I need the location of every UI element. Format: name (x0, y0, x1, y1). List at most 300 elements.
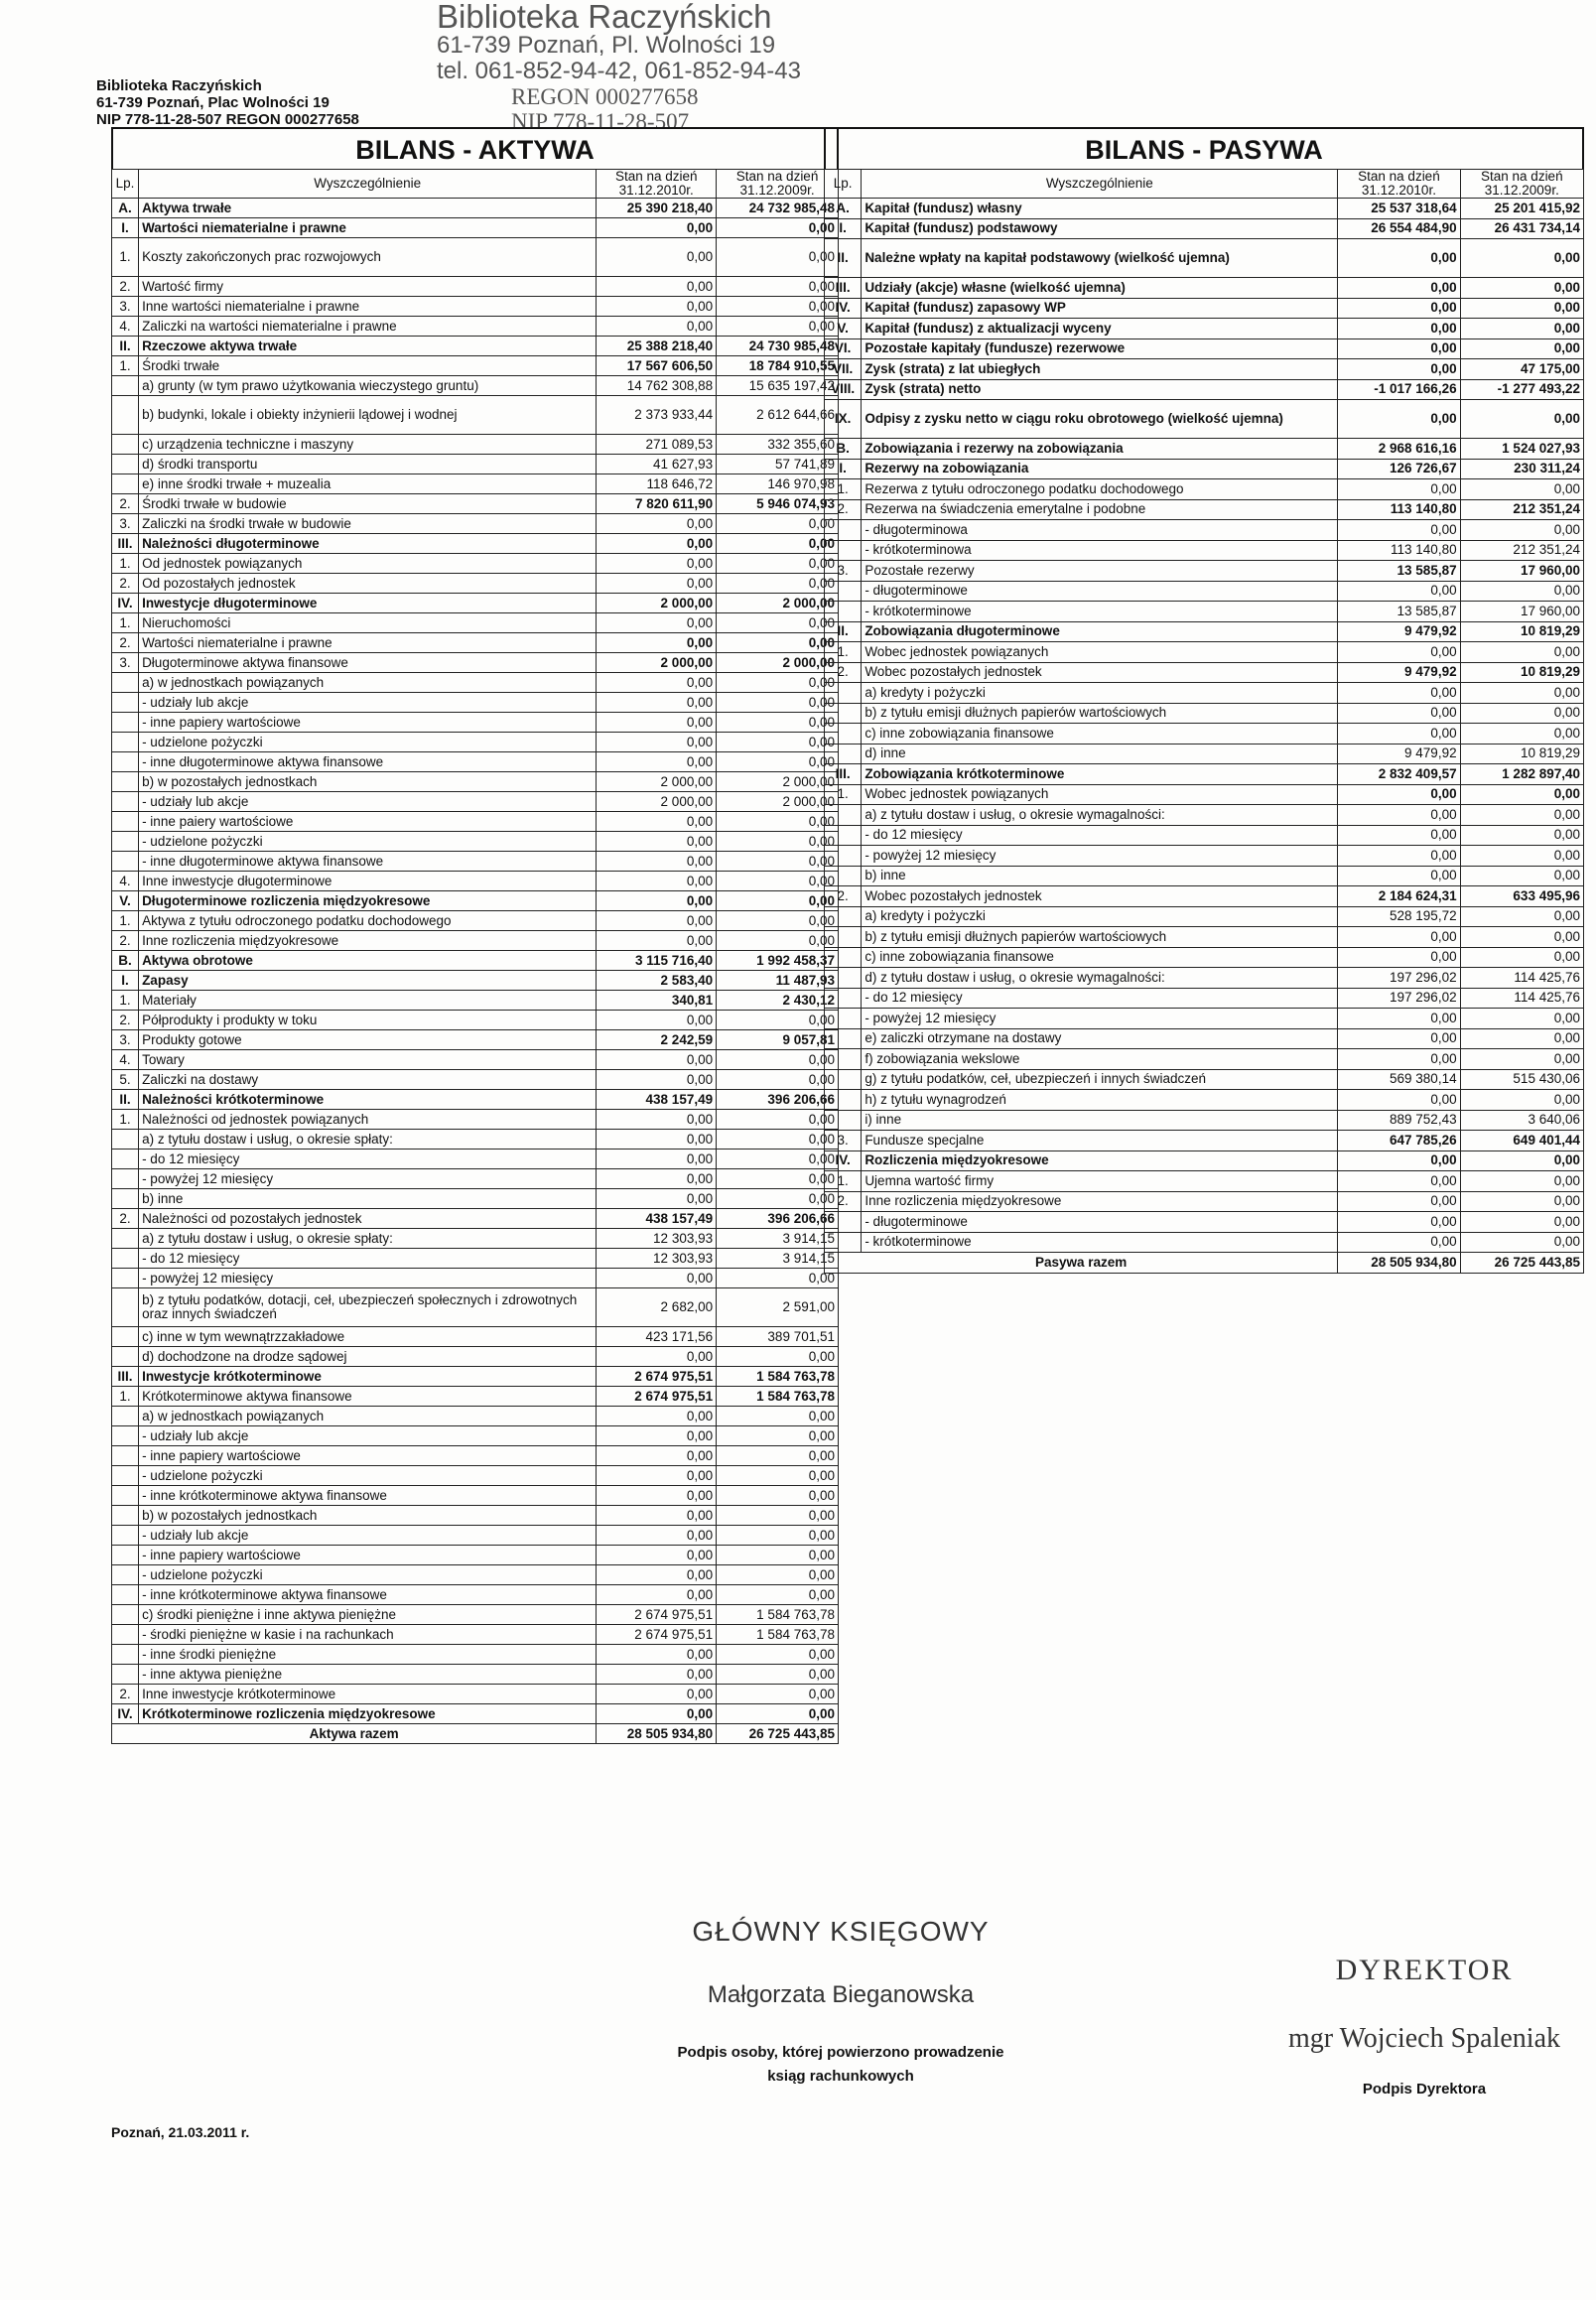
row-name: Środki trwałe (139, 356, 597, 376)
row-value-2010: 0,00 (597, 1506, 717, 1526)
row-name: b) z tytułu podatków, dotacji, ceł, ubezpieczeń społecznych i zdrowotnych oraz innych świadczeń (139, 1288, 597, 1327)
row-name: Kapitał (fundusz) zapasowy WP (862, 298, 1338, 319)
table-row (825, 602, 1584, 622)
table-row (112, 317, 839, 337)
row-value-2009: 2 000,00 (717, 792, 839, 812)
row-lp: 3. (112, 653, 139, 673)
row-value-2010: 113 140,80 (1338, 540, 1460, 561)
row-value-2009: 389 701,51 (717, 1327, 839, 1347)
row-value-2010: 2 000,00 (597, 772, 717, 792)
row-lp: 1. (112, 911, 139, 931)
table-row (825, 479, 1584, 500)
row-name: h) z tytułu wynagrodzeń (862, 1090, 1338, 1111)
accountant-label: Podpis osoby, której powierzono prowadzenie ksiąg rachunkowych (677, 2044, 1004, 2085)
row-value-2010: 0,00 (597, 891, 717, 911)
row-value-2009: 114 425,76 (1460, 988, 1583, 1009)
table-row (825, 927, 1584, 948)
row-lp: I. (825, 459, 862, 479)
row-value-2010: 0,00 (1338, 846, 1460, 867)
row-name: Inne inwestycje długoterminowe (139, 872, 597, 891)
row-value-2010: 0,00 (1338, 298, 1460, 319)
row-name: b) z tytułu emisji dłużnych papierów wartościowych (862, 703, 1338, 724)
row-value-2010: 2 832 409,57 (1338, 764, 1460, 785)
row-value-2010: 647 785,26 (1338, 1131, 1460, 1151)
row-value-2009: 1 584 763,78 (717, 1387, 839, 1407)
row-value-2009: 0,00 (717, 1526, 839, 1546)
row-lp: 3. (112, 297, 139, 317)
row-value-2009: 332 355,60 (717, 435, 839, 455)
row-lp (112, 455, 139, 474)
row-name: Należności długoterminowe (139, 534, 597, 554)
row-name: Rezerwa na świadczenia emerytalne i podobne (862, 499, 1338, 520)
row-value-2009: 0,00 (1460, 825, 1583, 846)
row-value-2010: 0,00 (597, 852, 717, 872)
row-name: Inne rozliczenia międzyokresowe (139, 931, 597, 951)
row-value-2009: 212 351,24 (1460, 540, 1583, 561)
row-name: - do 12 miesięcy (139, 1150, 597, 1169)
row-lp (825, 1090, 862, 1111)
row-value-2009: 0,00 (1460, 846, 1583, 867)
row-value-2010: 0,00 (597, 931, 717, 951)
row-value-2010: -1 017 166,26 (1338, 379, 1460, 400)
row-lp: II. (825, 239, 862, 278)
row-name: d) dochodzone na drodze sądowej (139, 1347, 597, 1367)
row-value-2010: 0,00 (1338, 359, 1460, 380)
row-value-2010: 0,00 (1338, 825, 1460, 846)
row-value-2009: 24 732 985,48 (717, 199, 839, 218)
director-signature-block (1261, 1954, 1588, 2097)
row-value-2009: 0,00 (717, 277, 839, 297)
row-value-2010: 2 000,00 (597, 594, 717, 613)
table-row (112, 356, 839, 376)
row-lp (112, 1625, 139, 1645)
row-lp (112, 772, 139, 792)
row-value-2010: 9 479,92 (1338, 744, 1460, 764)
row-value-2010: 0,00 (597, 238, 717, 277)
table-row (112, 514, 839, 534)
row-value-2010: 26 554 484,90 (1338, 218, 1460, 239)
row-value-2010: 0,00 (597, 1466, 717, 1486)
table-row (825, 968, 1584, 989)
row-value-2010: 0,00 (1338, 1009, 1460, 1029)
row-name: Należne wpłaty na kapitał podstawowy (wielkość ujemna) (862, 239, 1338, 278)
row-value-2009: 0,00 (717, 693, 839, 713)
table-row (112, 713, 839, 733)
row-value-2009: -1 277 493,22 (1460, 379, 1583, 400)
row-lp: 2. (112, 574, 139, 594)
table-row (825, 1131, 1584, 1151)
row-name: - udziały lub akcje (139, 1426, 597, 1446)
row-name: b) inne (862, 866, 1338, 886)
row-value-2009: 10 819,29 (1460, 744, 1583, 764)
row-lp (825, 906, 862, 927)
row-lp: I. (112, 971, 139, 991)
pasywa-col-lp: Lp. (825, 170, 862, 199)
row-value-2010: 0,00 (1338, 1090, 1460, 1111)
row-value-2010: 2 968 616,16 (1338, 439, 1460, 460)
row-name: - udziały lub akcje (139, 1526, 597, 1546)
row-lp: 2. (112, 1209, 139, 1229)
row-name: Kapitał (fundusz) podstawowy (862, 218, 1338, 239)
table-row (112, 1565, 839, 1585)
aktywa-col-2010: Stan na dzień 31.12.2010r. (597, 170, 717, 199)
row-value-2009: 0,00 (717, 1011, 839, 1030)
row-name: - udzielone pożyczki (139, 1565, 597, 1585)
row-name: - powyżej 12 miesięcy (862, 1009, 1338, 1029)
row-value-2009: 1 584 763,78 (717, 1367, 839, 1387)
row-value-2010: 0,00 (597, 1565, 717, 1585)
row-lp: 4. (112, 1050, 139, 1070)
row-lp (825, 724, 862, 744)
row-lp (112, 792, 139, 812)
row-value-2009: 1 584 763,78 (717, 1605, 839, 1625)
row-value-2009: 0,00 (717, 1189, 839, 1209)
table-row (825, 662, 1584, 683)
row-lp: 1. (825, 642, 862, 663)
row-value-2009: 1 524 027,93 (1460, 439, 1583, 460)
row-lp: I. (825, 218, 862, 239)
row-value-2010: 0,00 (597, 693, 717, 713)
row-lp: III. (825, 278, 862, 299)
row-value-2009: 146 970,98 (717, 474, 839, 494)
table-row (112, 1426, 839, 1446)
row-lp (112, 1407, 139, 1426)
table-row (825, 1090, 1584, 1111)
row-value-2010: 0,00 (1338, 581, 1460, 602)
row-lp (112, 376, 139, 396)
row-lp (112, 1526, 139, 1546)
row-lp (112, 1347, 139, 1367)
aktywa-total-label: Aktywa razem (112, 1724, 597, 1744)
row-lp (112, 673, 139, 693)
row-value-2010: 0,00 (1338, 784, 1460, 805)
row-value-2010: 0,00 (597, 514, 717, 534)
row-lp: V. (825, 319, 862, 339)
row-name: Należności od pozostałych jednostek (139, 1209, 597, 1229)
row-lp (825, 1028, 862, 1049)
table-row (825, 825, 1584, 846)
pasywa-total-label: Pasywa razem (825, 1253, 1338, 1274)
row-lp (825, 1110, 862, 1131)
pasywa-section (824, 127, 1584, 1274)
row-value-2010: 438 157,49 (597, 1090, 717, 1110)
row-value-2010: 0,00 (597, 733, 717, 752)
row-value-2010: 0,00 (1338, 1150, 1460, 1171)
header-address: 61-739 Poznań, Plac Wolności 19 (96, 94, 330, 111)
row-name: - inne aktywa pieniężne (139, 1665, 597, 1685)
table-row (112, 435, 839, 455)
row-value-2009: 0,00 (717, 1130, 839, 1150)
row-value-2010: 0,00 (597, 218, 717, 238)
row-name: - udziały lub akcje (139, 792, 597, 812)
row-value-2010: 0,00 (1338, 1212, 1460, 1233)
row-value-2010: 0,00 (1338, 805, 1460, 826)
row-name: Towary (139, 1050, 597, 1070)
table-row (112, 574, 839, 594)
table-row (825, 1009, 1584, 1029)
row-name: - środki pieniężne w kasie i na rachunkach (139, 1625, 597, 1645)
row-value-2010: 0,00 (597, 1070, 717, 1090)
row-value-2009: 0,00 (1460, 1212, 1583, 1233)
row-name: - długoterminowa (862, 520, 1338, 541)
row-value-2009: 1 282 897,40 (1460, 764, 1583, 785)
row-value-2009: 47 175,00 (1460, 359, 1583, 380)
row-name: Krótkoterminowe aktywa finansowe (139, 1387, 597, 1407)
row-value-2010: 2 583,40 (597, 971, 717, 991)
row-value-2009: 515 430,06 (1460, 1069, 1583, 1090)
row-name: d) inne (862, 744, 1338, 764)
row-lp (112, 1426, 139, 1446)
row-lp (112, 1446, 139, 1466)
table-row (825, 906, 1584, 927)
table-row (825, 784, 1584, 805)
row-value-2009: 0,00 (1460, 278, 1583, 299)
table-row (825, 278, 1584, 299)
row-name: Produkty gotowe (139, 1030, 597, 1050)
row-value-2010: 113 140,80 (1338, 499, 1460, 520)
row-value-2009: 17 960,00 (1460, 602, 1583, 622)
row-name: Fundusze specjalne (862, 1131, 1338, 1151)
table-row (112, 1011, 839, 1030)
stamp-address: 61-739 Poznań, Pl. Wolności 19 (437, 32, 776, 59)
row-value-2010: 340,81 (597, 991, 717, 1011)
row-value-2009: 114 425,76 (1460, 968, 1583, 989)
row-value-2010: 3 115 716,40 (597, 951, 717, 971)
row-value-2009: 0,00 (717, 872, 839, 891)
row-lp (112, 852, 139, 872)
row-value-2010: 438 157,49 (597, 1209, 717, 1229)
row-lp (825, 805, 862, 826)
row-value-2009: 396 206,66 (717, 1090, 839, 1110)
table-row (112, 1387, 839, 1407)
table-row (112, 1209, 839, 1229)
pasywa-total-2009: 26 725 443,85 (1460, 1253, 1583, 1274)
row-value-2009: 0,00 (717, 238, 839, 277)
row-value-2009: 0,00 (717, 1269, 839, 1288)
row-lp: 4. (112, 872, 139, 891)
row-value-2009: 26 431 734,14 (1460, 218, 1583, 239)
aktywa-title: BILANS - AKTYWA (111, 127, 839, 169)
table-row (112, 1269, 839, 1288)
row-value-2010: 0,00 (1338, 278, 1460, 299)
row-name: - krótkoterminowe (862, 1232, 1338, 1253)
row-value-2010: 0,00 (597, 554, 717, 574)
row-value-2010: 14 762 308,88 (597, 376, 717, 396)
row-lp: IX. (825, 400, 862, 439)
row-name: - inne papiery wartościowe (139, 713, 597, 733)
row-name: Udziały (akcje) własne (wielkość ujemna) (862, 278, 1338, 299)
row-value-2009: 0,00 (1460, 1171, 1583, 1192)
row-value-2010: 9 479,92 (1338, 621, 1460, 642)
director-label: Podpis Dyrektora (1362, 2081, 1487, 2097)
table-row (112, 752, 839, 772)
row-value-2009: 0,00 (1460, 1191, 1583, 1212)
row-lp: 1. (825, 479, 862, 500)
row-name: - inne krótkoterminowe aktywa finansowe (139, 1486, 597, 1506)
row-lp (112, 1269, 139, 1288)
table-row (112, 1367, 839, 1387)
row-lp (825, 744, 862, 764)
header-name: Biblioteka Raczyńskich (96, 77, 262, 94)
row-name: Zapasy (139, 971, 597, 991)
table-row (112, 1665, 839, 1685)
row-value-2010: 2 674 975,51 (597, 1605, 717, 1625)
row-name: Kapitał (fundusz) z aktualizacji wyceny (862, 319, 1338, 339)
row-name: Ujemna wartość firmy (862, 1171, 1338, 1192)
row-value-2010: 0,00 (597, 1685, 717, 1704)
table-row (112, 1466, 839, 1486)
row-value-2010: 0,00 (597, 1585, 717, 1605)
row-value-2010: 0,00 (597, 1050, 717, 1070)
table-row (112, 1090, 839, 1110)
row-value-2010: 0,00 (597, 713, 717, 733)
row-name: - inne środki pieniężne (139, 1645, 597, 1665)
row-name: d) środki transportu (139, 455, 597, 474)
row-value-2010: 0,00 (597, 633, 717, 653)
table-row (112, 693, 839, 713)
table-row (112, 673, 839, 693)
row-value-2010: 0,00 (1338, 479, 1460, 500)
row-name: Długoterminowe rozliczenia międzyokresowe (139, 891, 597, 911)
row-value-2010: 889 752,43 (1338, 1110, 1460, 1131)
row-value-2009: 0,00 (717, 911, 839, 931)
row-lp (825, 1009, 862, 1029)
row-value-2009: 0,00 (717, 1446, 839, 1466)
row-value-2009: 0,00 (1460, 1009, 1583, 1029)
table-row (112, 812, 839, 832)
row-name: b) w pozostałych jednostkach (139, 772, 597, 792)
row-value-2010: 9 479,92 (1338, 662, 1460, 683)
row-name: c) inne zobowiązania finansowe (862, 724, 1338, 744)
row-lp: 4. (112, 317, 139, 337)
row-value-2010: 0,00 (597, 1150, 717, 1169)
row-name: c) inne w tym wewnątrzzakładowe (139, 1327, 597, 1347)
row-value-2010: 0,00 (597, 832, 717, 852)
row-value-2010: 0,00 (597, 277, 717, 297)
row-name: - inne papiery wartościowe (139, 1546, 597, 1565)
row-value-2009: 649 401,44 (1460, 1131, 1583, 1151)
table-row (112, 218, 839, 238)
row-value-2009: 0,00 (717, 1486, 839, 1506)
table-row (112, 1189, 839, 1209)
aktywa-total-2009: 26 725 443,85 (717, 1724, 839, 1744)
row-value-2009: 0,00 (717, 1466, 839, 1486)
row-name: Zobowiązania krótkoterminowe (862, 764, 1338, 785)
row-lp (825, 1069, 862, 1090)
row-lp (825, 683, 862, 704)
row-value-2010: 2 242,59 (597, 1030, 717, 1050)
row-value-2010: 0,00 (597, 1269, 717, 1288)
row-value-2010: 0,00 (597, 673, 717, 693)
row-value-2010: 0,00 (1338, 239, 1460, 278)
row-value-2009: 1 584 763,78 (717, 1625, 839, 1645)
row-value-2010: 0,00 (597, 1645, 717, 1665)
row-lp: 1. (112, 238, 139, 277)
row-value-2010: 12 303,93 (597, 1249, 717, 1269)
row-value-2010: 271 089,53 (597, 435, 717, 455)
row-lp: 5. (112, 1070, 139, 1090)
row-value-2010: 0,00 (597, 1486, 717, 1506)
row-value-2009: 3 914,15 (717, 1229, 839, 1249)
row-value-2009: 0,00 (717, 1050, 839, 1070)
row-lp: 3. (112, 514, 139, 534)
row-value-2009: 0,00 (1460, 703, 1583, 724)
row-value-2010: 2 373 933,44 (597, 396, 717, 435)
row-lp: 1. (825, 784, 862, 805)
table-row (112, 951, 839, 971)
row-lp (112, 396, 139, 435)
row-name: a) w jednostkach powiązanych (139, 673, 597, 693)
row-lp (825, 540, 862, 561)
table-row (112, 1327, 839, 1347)
row-value-2010: 0,00 (597, 1526, 717, 1546)
row-name: - udziały lub akcje (139, 693, 597, 713)
row-lp: 1. (825, 1171, 862, 1192)
row-value-2009: 0,00 (1460, 1232, 1583, 1253)
row-lp: A. (825, 199, 862, 219)
row-lp: II. (112, 1090, 139, 1110)
row-lp: IV. (825, 298, 862, 319)
row-value-2010: 126 726,67 (1338, 459, 1460, 479)
table-row (825, 1150, 1584, 1171)
table-row (825, 1049, 1584, 1070)
row-lp: 3. (825, 561, 862, 582)
row-lp: 3. (112, 1030, 139, 1050)
row-name: Materiały (139, 991, 597, 1011)
row-value-2009: 9 057,81 (717, 1030, 839, 1050)
row-value-2010: 0,00 (1338, 703, 1460, 724)
row-name: Od jednostek powiązanych (139, 554, 597, 574)
table-row (825, 581, 1584, 602)
table-row (112, 238, 839, 277)
row-value-2010: 17 567 606,50 (597, 356, 717, 376)
row-lp (112, 832, 139, 852)
row-value-2009: 24 730 985,48 (717, 337, 839, 356)
row-value-2009: 10 819,29 (1460, 662, 1583, 683)
row-value-2009: 0,00 (1460, 520, 1583, 541)
row-name: Wobec pozostałych jednostek (862, 662, 1338, 683)
row-value-2010: 7 820 611,90 (597, 494, 717, 514)
row-value-2009: 15 635 197,42 (717, 376, 839, 396)
table-row (112, 1229, 839, 1249)
table-row (112, 1625, 839, 1645)
row-name: a) z tytułu dostaw i usług, o okresie wymagalności: (862, 805, 1338, 826)
row-name: Krótkoterminowe rozliczenia międzyokresowe (139, 1704, 597, 1724)
table-row (112, 396, 839, 435)
row-lp (825, 581, 862, 602)
row-lp: 1. (112, 554, 139, 574)
row-lp (825, 825, 862, 846)
row-value-2009: 0,00 (1460, 1049, 1583, 1070)
row-value-2009: 0,00 (717, 1150, 839, 1169)
row-lp: A. (112, 199, 139, 218)
pasywa-table (824, 169, 1584, 1274)
row-value-2010: 25 390 218,40 (597, 199, 717, 218)
row-value-2010: 0,00 (597, 1110, 717, 1130)
row-value-2009: 0,00 (1460, 927, 1583, 948)
row-name: Zaliczki na dostawy (139, 1070, 597, 1090)
row-value-2009: 0,00 (717, 1506, 839, 1526)
row-name: a) kredyty i pożyczki (862, 683, 1338, 704)
row-name: a) w jednostkach powiązanych (139, 1407, 597, 1426)
row-value-2010: 0,00 (1338, 1191, 1460, 1212)
row-value-2010: 197 296,02 (1338, 988, 1460, 1009)
table-row (825, 621, 1584, 642)
table-row (825, 947, 1584, 968)
row-lp (112, 1249, 139, 1269)
table-row (112, 1347, 839, 1367)
row-name: Rzeczowe aktywa trwałe (139, 337, 597, 356)
